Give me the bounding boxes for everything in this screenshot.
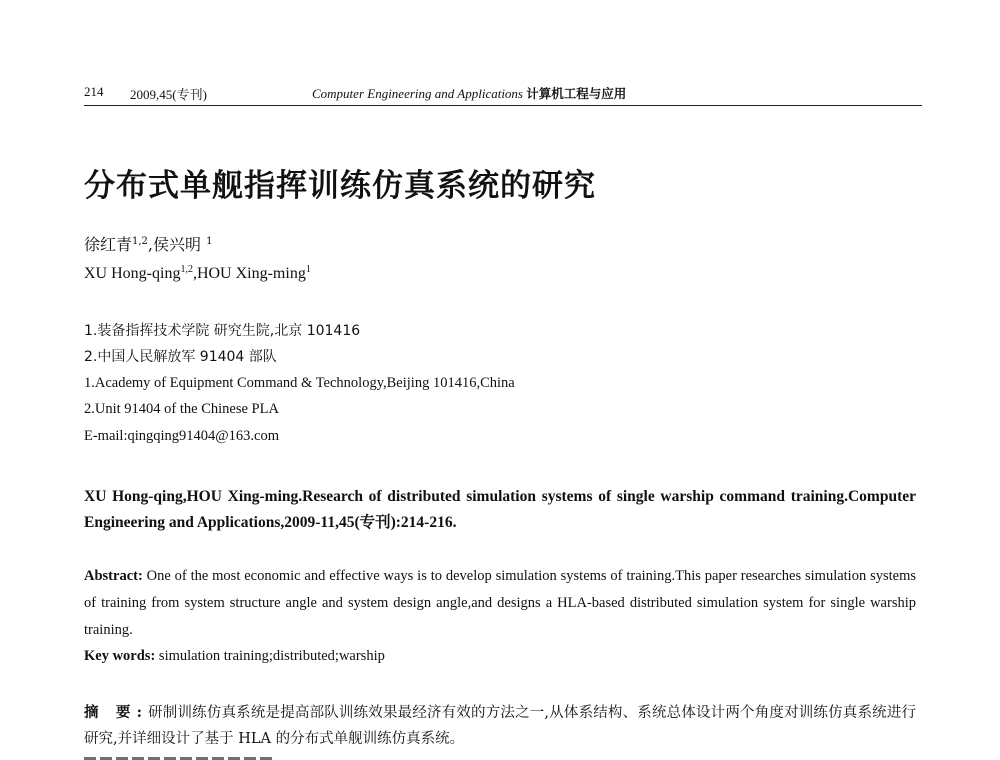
abstract-label: Abstract:	[84, 568, 143, 584]
author-1-en-affiliation-mark: 1,2	[180, 264, 193, 275]
keywords-english	[84, 648, 385, 665]
abstract-cn-label: 摘 要:	[84, 704, 148, 721]
journal-name-en: Computer Engineering and Applications	[312, 86, 523, 101]
author-1-cn: 徐红青	[84, 235, 133, 254]
author-separator: ,	[192, 265, 197, 282]
affiliation-1-en: 1.Academy of Equipment Command & Technology,Beijing 101416,China	[84, 375, 515, 391]
header-divider	[84, 105, 922, 106]
abstract-text: One of the most economic and effective ways is to develop simulation systems of training.This paper researches simulation systems of training from system structure angle and system design angle,and designs a HLA-based distributed simulation system for single warship training.	[84, 568, 916, 638]
authors-english	[84, 265, 311, 283]
paper-title: 分布式单舰指挥训练仿真系统的研究	[84, 168, 596, 204]
issue-info: 2009,45(专刊)	[130, 87, 207, 102]
abstract-chinese	[84, 700, 916, 752]
page-number: 214	[84, 84, 104, 99]
keywords-label: Key words:	[84, 648, 156, 664]
author-2-cn-affiliation-mark: 1	[206, 236, 213, 247]
journal-name-cn: 计算机工程与应用	[526, 86, 627, 101]
author-1-en: XU Hong-qing	[84, 265, 181, 282]
author-1-cn-affiliation-mark: 1,2	[132, 236, 148, 247]
author-2-en: HOU Xing-ming	[196, 265, 306, 282]
journal-name	[312, 84, 626, 102]
citation-reference: XU Hong-qing,HOU Xing-ming.Research of distributed simulation systems of single warship command training.Computer Engineering and Applications,2009-11,45(专刊):214-216.	[84, 488, 916, 531]
abstract-cn-text: 研制训练仿真系统是提高部队训练效果最经济有效的方法之一,从体系结构、系统总体设计两个角度对训练仿真系统进行研究,并详细设计了基于 HLA 的分布式单舰训练仿真系统。	[84, 705, 916, 747]
cut-off-next-line	[84, 752, 284, 760]
keywords-text: simulation training;distributed;warship	[155, 648, 385, 664]
affiliation-2-cn: 2.中国人民解放军 91404 部队	[84, 349, 277, 365]
affiliation-1-cn: 1.装备指挥技术学院 研究生院,北京 101416	[84, 323, 361, 339]
author-2-cn: 侯兴明	[153, 235, 202, 254]
abstract-english	[84, 563, 916, 644]
authors-chinese	[84, 232, 213, 255]
author-email: E-mail:qingqing91404@163.com	[84, 428, 279, 444]
author-2-en-affiliation-mark: 1	[305, 264, 311, 275]
author-separator: ,	[147, 235, 154, 254]
affiliation-2-en: 2.Unit 91404 of the Chinese PLA	[84, 401, 279, 417]
running-header	[84, 84, 922, 106]
